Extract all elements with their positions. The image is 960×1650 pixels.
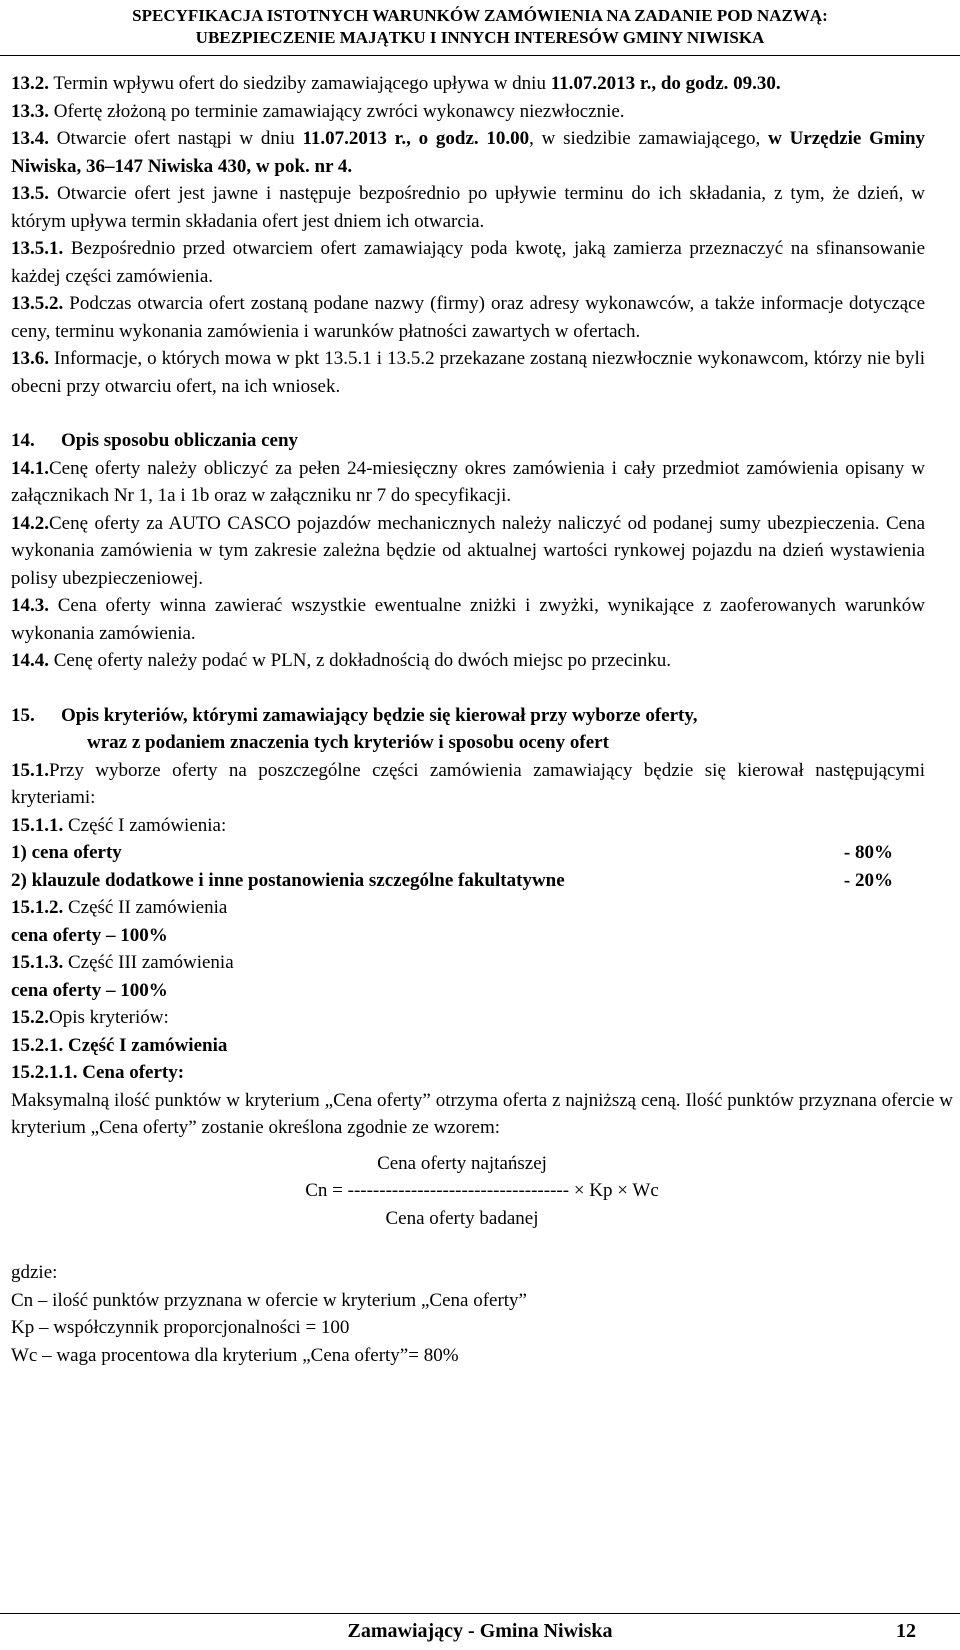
- paragraph-15-2-1: 15.2.1. Część I zamówienia: [11, 1034, 228, 1056]
- paragraph-15-1-3-criterion: cena oferty – 100%: [11, 979, 168, 1001]
- paragraph-13-4: 13.4. Otwarcie ofert nastąpi w dniu 11.07.2013 r., o godz. 10.00, w siedzibie zamawiającego, w Urzędzie Gminy Niwiska, 36–147 Niwiska 430, w pok. nr 4.: [11, 128, 926, 177]
- formula-main-line: Cn = ----------------------------------- × Kp × Wc: [305, 1180, 659, 1201]
- footer-title: Zamawiający - Gmina Niwiska: [347, 1620, 613, 1642]
- criterion-price: 1) cena oferty - 80%: [11, 839, 953, 867]
- page-footer: [0, 1613, 960, 1650]
- section-15-heading-cont: wraz z podaniem znaczenia tych kryteriów i sposobu oceny ofert: [87, 732, 609, 753]
- paragraph-13-3: 13.3. Ofertę złożoną po terminie zamawiający zwróci wykonawcy niezwłocznie.: [11, 100, 625, 122]
- paragraph-13-6: 13.6. Informacje, o których mowa w pkt 13.5.1 i 13.5.2 przekazane zostaną niezwłocznie wykonawcom, którzy nie byli obecni przy otwarciu ofert, na ich wniosek.: [11, 348, 926, 397]
- formula-numerator: Cena oferty najtańszej: [377, 1152, 547, 1174]
- section-14-heading: 14. Opis sposobu obliczania ceny: [11, 430, 299, 451]
- paragraph-14-4: 14.4. Cenę oferty należy podać w PLN, z dokładnością do dwóch miejsc po przecinku.: [11, 650, 672, 671]
- criterion-clauses: 2) klauzule dodatkowe i inne postanowienia szczególne fakultatywne - 20%: [11, 867, 953, 895]
- paragraph-15-1-2-criterion: cena oferty – 100%: [11, 924, 168, 946]
- header-line-1: SPECYFIKACJA ISTOTNYCH WARUNKÓW ZAMÓWIENIA NA ZADANIE POD NAZWĄ:: [132, 6, 828, 25]
- header-line-2: UBEZPIECZENIE MAJĄTKU I INNYCH INTERESÓW GMINY NIWISKA: [195, 28, 765, 47]
- page-header: [0, 0, 960, 56]
- paragraph-15-2: 15.2.Opis kryteriów:: [11, 1007, 169, 1028]
- paragraph-15-1-2: 15.1.2. Część II zamówienia: [11, 897, 228, 918]
- document-body: [11, 70, 953, 1369]
- section-15-heading: 15. Opis kryteriów, którymi zamawiający będzie się kierował przy wyborze oferty,: [11, 704, 698, 726]
- formula-denominator: Cena oferty badanej: [385, 1207, 539, 1229]
- paragraph-13-5-2: 13.5.2. Podczas otwarcia ofert zostaną podane nazwy (firmy) oraz adresy wykonawców, a także informacje dotyczące ceny, terminu wykonania zamówienia i warunków płatności zawartych w ofertach.: [11, 293, 926, 342]
- definitions-intro: gdzie:: [11, 1262, 58, 1283]
- page-number: 12: [896, 1620, 916, 1642]
- paragraph-14-1: 14.1.Cenę oferty należy obliczyć za pełen 24-miesięczny okres zamówienia i cały przedmiot zamówienia opisany w załącznikach Nr 1, 1a i 1b oraz w załączniku nr 7 do specyfikacji.: [11, 457, 925, 506]
- paragraph-13-5-1: 13.5.1. Bezpośrednio przed otwarciem ofert zamawiający poda kwotę, jaką zamierza przeznaczyć na sfinansowanie każdej części zamówienia.: [11, 238, 926, 287]
- paragraph-15-1-3: 15.1.3. Część III zamówienia: [11, 952, 234, 973]
- paragraph-13-2: 13.2. Termin wpływu ofert do siedziby zamawiającego upływa w dniu 11.07.2013 r., do godz. 09.30.: [11, 73, 781, 94]
- definition-cn: Cn – ilość punktów przyznana w ofercie w kryterium „Cena oferty”: [11, 1289, 527, 1311]
- paragraph-14-2: 14.2.Cenę oferty za AUTO CASCO pojazdów mechanicznych należy naliczyć od podanej sumy ubezpieczenia. Cena wykonania zamówienia w tym zakresie zależna będzie od aktualnej wartości rynkowej pojazdu na dzień wystawienia polisy ubezpieczeniowej.: [11, 512, 925, 589]
- paragraph-15-1-1: 15.1.1. Część I zamówienia:: [11, 814, 227, 836]
- definition-kp: Kp – współczynnik proporcjonalności = 100: [11, 1317, 350, 1338]
- definition-wc: Wc – waga procentowa dla kryterium „Cena oferty”= 80%: [11, 1344, 459, 1366]
- paragraph-14-3: 14.3. Cena oferty winna zawierać wszystkie ewentualne zniżki i zwyżki, wynikające z zaoferowanych warunków wykonania zamówienia.: [11, 595, 925, 644]
- criterion-price-weight: - 80%: [843, 842, 893, 863]
- paragraph-15-2-1-1: 15.2.1.1. Cena oferty:: [11, 1062, 185, 1083]
- paragraph-15-1: 15.1.Przy wyborze oferty na poszczególne części zamówienia zamawiający będzie się kierował następującymi kryteriami:: [11, 759, 925, 808]
- paragraph-13-5: 13.5. Otwarcie ofert jest jawne i następuje bezpośrednio po upływie terminu do ich składania, z tym, że dzień, w którym upływa termin składania ofert jest dniem ich otwarcia.: [11, 183, 926, 232]
- criterion-clauses-weight: - 20%: [843, 869, 893, 891]
- paragraph-price-rule: Maksymalną ilość punktów w kryterium „Cena oferty” otrzyma oferta z najniższą ceną. Ilość punktów przyznana ofercie w kryterium „Cena oferty” zostanie określona zgodnie ze wzorem:: [11, 1089, 953, 1138]
